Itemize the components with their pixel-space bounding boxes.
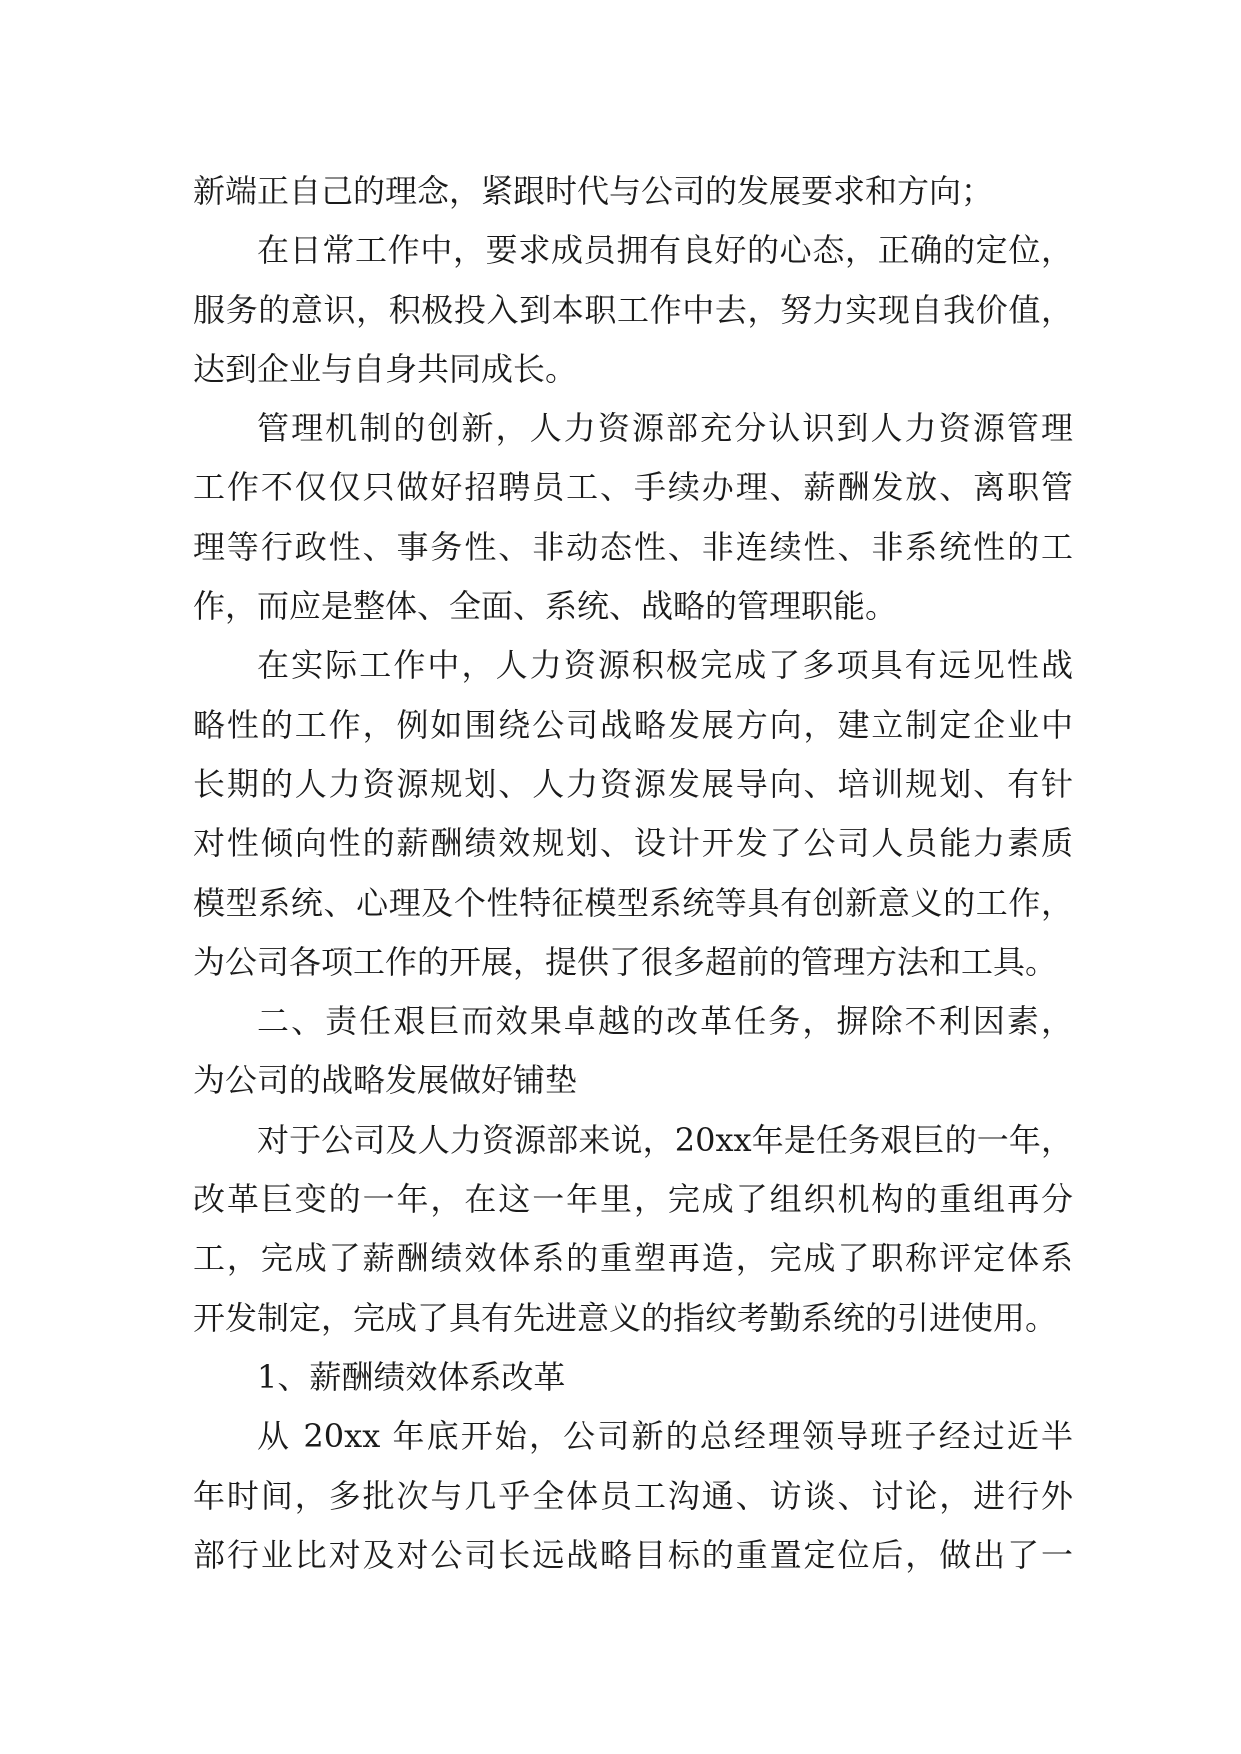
section-heading-line: 二、责任艰巨而效果卓越的改革任务，摒除不利因素， xyxy=(257,1002,1073,1041)
text-line: 在日常工作中，要求成员拥有良好的心态，正确的定位， xyxy=(257,231,1073,270)
text-line: 略性的工作，例如围绕公司战略发展方向，建立制定企业中 xyxy=(193,705,1073,744)
text-line: 达到企业与自身共同成长。 xyxy=(193,349,578,388)
text-line: 年时间，多批次与几乎全体员工沟通、访谈、讨论，进行外 xyxy=(193,1476,1073,1515)
text-line: 工作不仅仅只做好招聘员工、手续办理、薪酬发放、离职管 xyxy=(193,468,1073,507)
text-line: 改革巨变的一年，在这一年里，完成了组织机构的重组再分 xyxy=(193,1180,1073,1219)
text-line: 理等行政性、事务性、非动态性、非连续性、非系统性的工 xyxy=(193,527,1073,566)
subsection-heading: 1、薪酬绩效体系改革 xyxy=(257,1357,566,1396)
text-line: 新端正自己的理念，紧跟时代与公司的发展要求和方向； xyxy=(193,172,994,210)
text-line: 长期的人力资源规划、人力资源发展导向、培训规划、有针 xyxy=(193,764,1073,803)
text-line: 工，完成了薪酬绩效体系的重塑再造，完成了职称评定体系 xyxy=(193,1239,1073,1278)
text-line: 管理机制的创新，人力资源部充分认识到人力资源管理 xyxy=(257,409,1073,448)
text-line: 部行业比对及对公司长远战略目标的重置定位后，做出了一 xyxy=(193,1535,1073,1574)
section-heading-line: 为公司的战略发展做好铺垫 xyxy=(193,1061,578,1100)
text-line: 模型系统、心理及个性特征模型系统等具有创新意义的工作， xyxy=(193,883,1073,922)
text-line: 开发制定，完成了具有先进意义的指纹考勤系统的引进使用。 xyxy=(193,1298,1058,1337)
document-body xyxy=(193,162,1073,1585)
text-line: 作，而应是整体、全面、系统、战略的管理职能。 xyxy=(193,587,898,626)
text-line: 在实际工作中，人力资源积极完成了多项具有远见性战 xyxy=(257,646,1073,685)
text-line: 为公司各项工作的开展，提供了很多超前的管理方法和工具。 xyxy=(193,942,1058,981)
text-line: 对性倾向性的薪酬绩效规划、设计开发了公司人员能力素质 xyxy=(193,824,1073,863)
text-line: 对于公司及人力资源部来说，20xx年是任务艰巨的一年， xyxy=(257,1120,1073,1159)
text-line: 服务的意识，积极投入到本职工作中去，努力实现自我价值， xyxy=(193,290,1073,329)
text-line: 从 20xx 年底开始，公司新的总经理领导班子经过近半 xyxy=(257,1417,1073,1456)
